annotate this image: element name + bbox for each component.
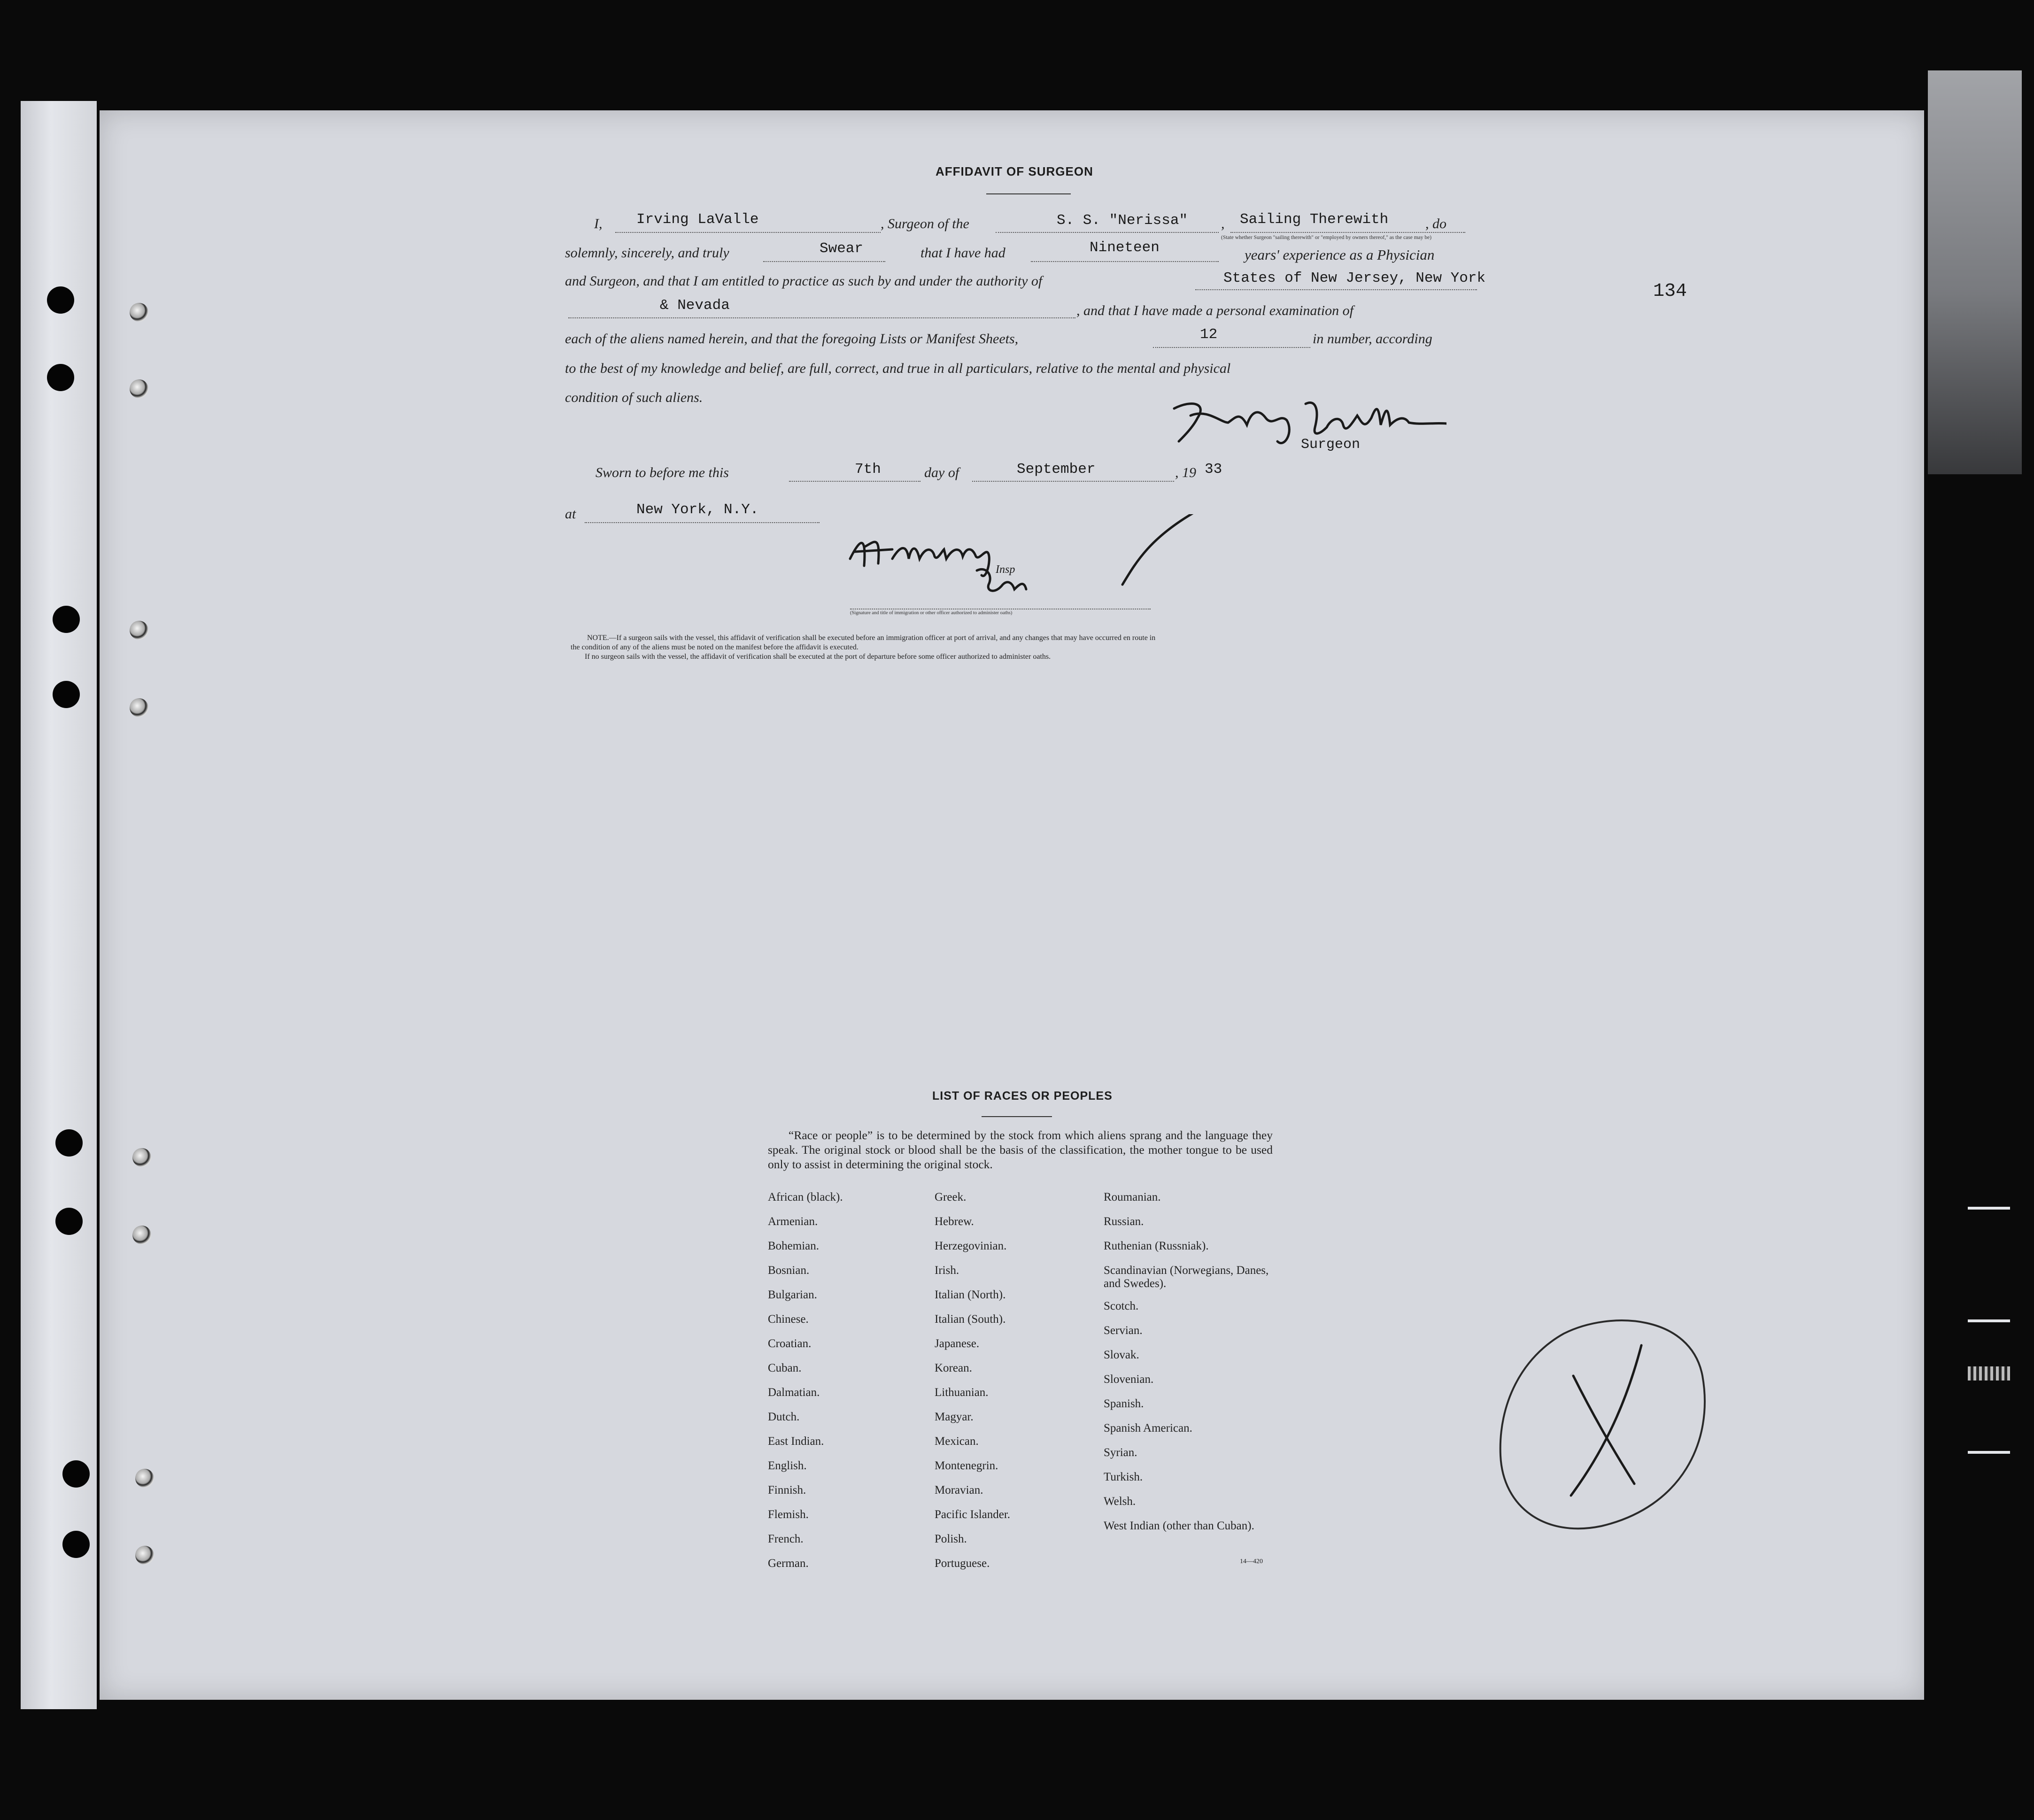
blank-line xyxy=(996,232,1219,233)
race-item: Mexican. xyxy=(935,1435,979,1448)
officer-signature xyxy=(845,514,1202,608)
race-item: Polish. xyxy=(935,1533,967,1545)
in-number-label: in number, according xyxy=(1313,331,1432,347)
race-item: Herzegovinian. xyxy=(935,1240,1007,1252)
blank-line xyxy=(1153,347,1310,348)
blank-line xyxy=(789,481,920,482)
sworn-year-field: 33 xyxy=(1205,461,1222,478)
race-item: Montenegrin. xyxy=(935,1459,998,1472)
punch-hole xyxy=(53,606,80,633)
punch-hole xyxy=(53,681,80,708)
race-item: Slovak. xyxy=(1104,1349,1139,1361)
race-item: Scotch. xyxy=(1104,1300,1139,1312)
blank-line xyxy=(1031,261,1219,262)
officer-title: Insp xyxy=(996,563,1015,576)
race-item: Spanish. xyxy=(1104,1397,1144,1410)
page-number: 134 xyxy=(1653,281,1687,302)
affidavit-i: I, xyxy=(594,216,603,231)
race-item: Lithuanian. xyxy=(935,1386,989,1399)
race-item: Turkish. xyxy=(1104,1471,1143,1483)
blank-line xyxy=(1195,289,1477,290)
race-item: Italian (South). xyxy=(935,1313,1006,1326)
race-item: Flemish. xyxy=(768,1508,809,1521)
edge-tick-mark xyxy=(1968,1207,2010,1210)
grommet xyxy=(130,698,148,717)
blank-line xyxy=(585,522,820,523)
form-code: 14—420 xyxy=(1240,1558,1263,1565)
grommet xyxy=(135,1469,154,1488)
grommet xyxy=(132,1226,151,1244)
surgeon-of-label: , Surgeon of the xyxy=(881,216,969,231)
place-field: New York, N.Y. xyxy=(636,501,759,518)
race-item: Servian. xyxy=(1104,1324,1143,1337)
surgeon-name-field: Irving LaValle xyxy=(636,211,759,228)
scan-edge-shadow xyxy=(1928,70,2022,474)
race-item: Pacific Islander. xyxy=(935,1508,1011,1521)
at-label: at xyxy=(565,506,576,522)
grommet xyxy=(132,1148,151,1167)
blank-line xyxy=(972,481,1174,482)
race-item: Italian (North). xyxy=(935,1288,1006,1301)
oath-field: Swear xyxy=(820,240,864,257)
race-item: Scandinavian (Norwegians, Danes, and Swedes). xyxy=(1104,1264,1269,1290)
sailing-status-field: Sailing Therewith xyxy=(1240,211,1389,228)
sworn-label: Sworn to before me this xyxy=(596,465,729,480)
note-line-1: NOTE.—If a surgeon sails with the vessel, this affidavit of verification shall be executed before an immigration officer at port of arrival, and any changes that may have occurred en route in xyxy=(587,634,1156,642)
blank-line xyxy=(615,232,881,233)
grommet xyxy=(130,379,148,398)
knowledge-belief-text: to the best of my knowledge and belief, are full, correct, and true in all particulars, relative to the mental and physical xyxy=(565,361,1231,376)
race-item: Greek. xyxy=(935,1191,967,1203)
edge-tick-mark xyxy=(1968,1366,2010,1380)
race-item: Cuban. xyxy=(768,1362,802,1374)
race-item: French. xyxy=(768,1533,804,1545)
punch-hole xyxy=(47,364,74,391)
years-field: Nineteen xyxy=(1090,239,1160,256)
race-item: Welsh. xyxy=(1104,1495,1136,1508)
race-item: Hebrew. xyxy=(935,1215,974,1228)
races-intro-text: “Race or people” is to be determined by the stock from which aliens sprang and the language they speak. The original stock or blood shall be the basis of the classification, the mother tongue to be used only to assist in determining the original stock. xyxy=(768,1128,1273,1172)
race-item: Slovenian. xyxy=(1104,1373,1154,1386)
affidavit-title: AFFIDAVIT OF SURGEON xyxy=(936,164,1093,178)
race-item: Russian. xyxy=(1104,1215,1144,1228)
grommet xyxy=(130,621,148,640)
race-item: Magyar. xyxy=(935,1411,974,1423)
i-have-had-label: that I have had xyxy=(920,245,1005,261)
blank-line xyxy=(568,317,1075,318)
race-item: Ruthenian (Russniak). xyxy=(1104,1240,1209,1252)
punch-hole xyxy=(47,286,74,314)
race-item: German. xyxy=(768,1557,809,1570)
race-item: Armenian. xyxy=(768,1215,818,1228)
year-prefix-label: , 19 xyxy=(1175,465,1196,480)
comma: , xyxy=(1221,216,1225,231)
race-item: Roumanian. xyxy=(1104,1191,1161,1203)
race-item: Bosnian. xyxy=(768,1264,810,1277)
condition-text: condition of such aliens. xyxy=(565,390,703,405)
race-item: Irish. xyxy=(935,1264,959,1277)
races-title: LIST OF RACES OR PEOPLES xyxy=(932,1089,1113,1103)
manifest-sheets-label: each of the aliens named herein, and that the foregoing Lists or Manifest Sheets, xyxy=(565,331,1019,347)
sheets-count-field: 12 xyxy=(1200,326,1218,343)
race-item: Croatian. xyxy=(768,1337,812,1350)
race-item: Korean. xyxy=(935,1362,972,1374)
circled-x-mark xyxy=(1493,1305,1714,1535)
edge-tick-mark xyxy=(1968,1319,2010,1322)
authority-label: and Surgeon, and that I am entitled to practice as such by and under the authority of xyxy=(565,273,1043,289)
punch-hole xyxy=(62,1531,90,1558)
race-item: East Indian. xyxy=(768,1435,824,1448)
authority-field-1: States of New Jersey, New York xyxy=(1223,270,1486,286)
ship-name-field: S. S. "Nerissa" xyxy=(1057,212,1188,229)
sworn-month-field: September xyxy=(1017,461,1096,478)
race-item: Dalmatian. xyxy=(768,1386,820,1399)
race-item: Portuguese. xyxy=(935,1557,990,1570)
surgeon-title: Surgeon xyxy=(1301,437,1361,453)
day-of-label: day of xyxy=(924,465,959,480)
blank-line xyxy=(763,261,885,262)
race-item: Spanish American. xyxy=(1104,1422,1192,1434)
punch-hole xyxy=(62,1460,90,1488)
races-title-underline xyxy=(982,1116,1052,1117)
race-item: Bohemian. xyxy=(768,1240,820,1252)
race-item: Syrian. xyxy=(1104,1446,1137,1459)
race-item: West Indian (other than Cuban). xyxy=(1104,1519,1254,1532)
race-item: Dutch. xyxy=(768,1411,800,1423)
blank-line xyxy=(1230,232,1465,233)
solemnly-label: solemnly, sincerely, and truly xyxy=(565,245,729,261)
punch-hole xyxy=(55,1208,83,1235)
officer-caption: (Signature and title of immigration or other officer authorized to administer oaths) xyxy=(850,610,1013,616)
races-intro xyxy=(768,1128,1273,1172)
race-item: African (black). xyxy=(768,1191,843,1203)
grommet xyxy=(130,303,148,322)
sworn-day-field: 7th xyxy=(855,461,881,478)
years-experience-label: years' experience as a Physician xyxy=(1245,247,1435,263)
race-item: Moravian. xyxy=(935,1484,983,1496)
race-item: English. xyxy=(768,1459,807,1472)
note-line-3: If no surgeon sails with the vessel, the affidavit of verification shall be executed at the port of departure before some officer authorized to administer oaths. xyxy=(585,653,1051,661)
race-item: Chinese. xyxy=(768,1313,809,1326)
sailing-note: (State whether Surgeon "sailing therewith" or "employed by owners thereof," as the case may be) xyxy=(1221,235,1432,240)
race-item: Bulgarian. xyxy=(768,1288,817,1301)
grommet xyxy=(135,1546,154,1565)
examination-label: , and that I have made a personal examination of xyxy=(1076,303,1353,318)
race-item: Finnish. xyxy=(768,1484,806,1496)
authority-field-2: & Nevada xyxy=(660,297,730,314)
do-label: , do xyxy=(1425,216,1446,231)
title-underline xyxy=(986,193,1071,194)
punch-hole xyxy=(55,1129,83,1157)
race-item: Japanese. xyxy=(935,1337,980,1350)
note-line-2: the condition of any of the aliens must be noted on the manifest before the affidavit is executed. xyxy=(571,643,858,651)
edge-tick-mark xyxy=(1968,1451,2010,1454)
